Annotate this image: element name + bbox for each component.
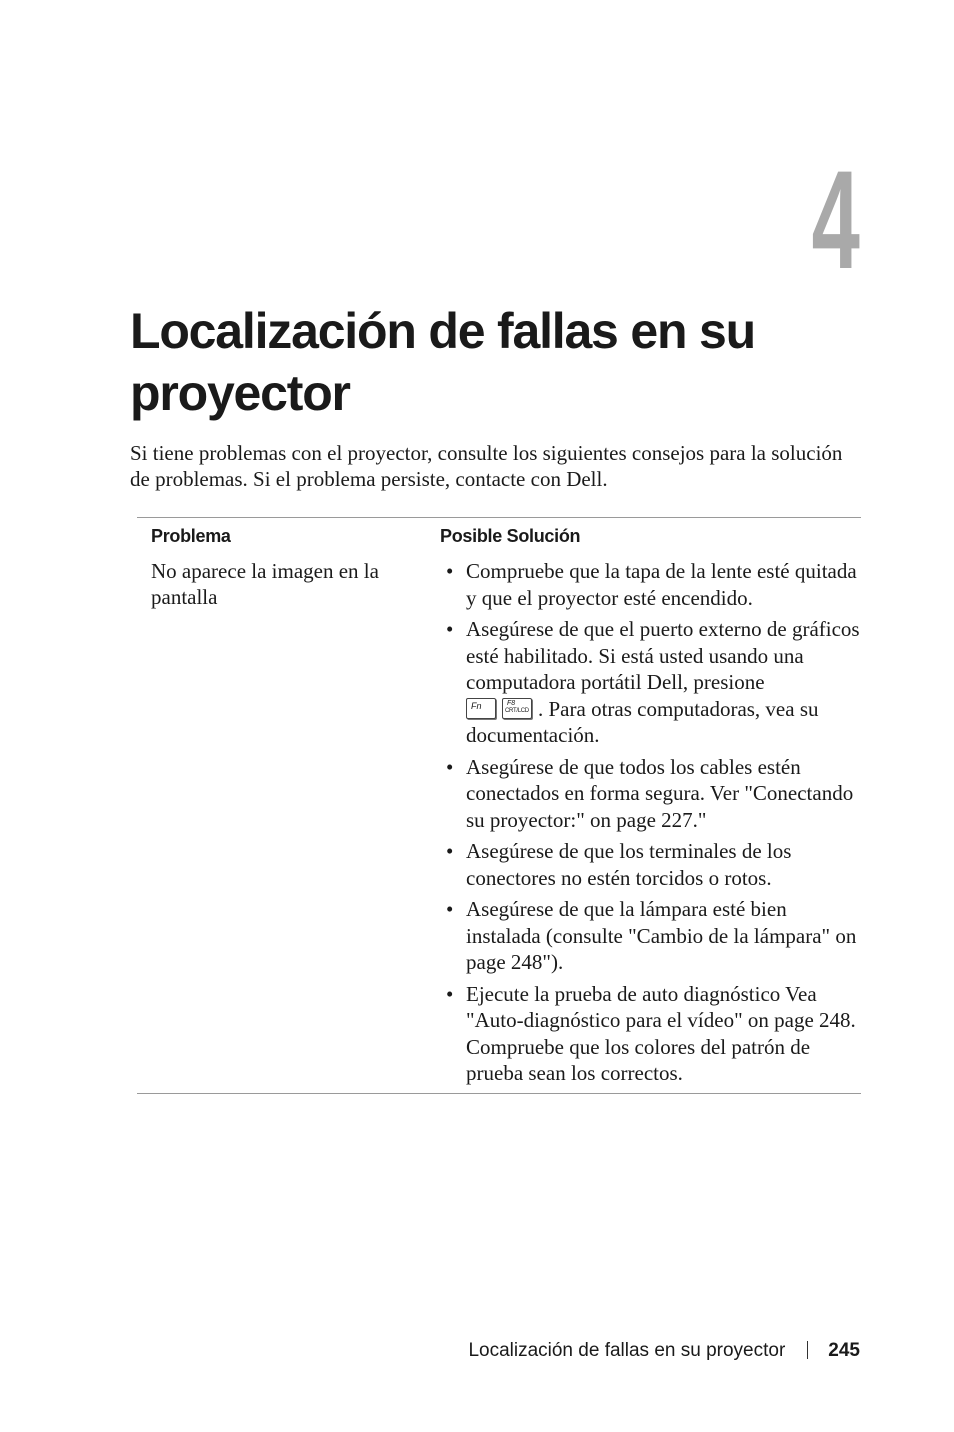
problem-cell: No aparece la imagen en la pantalla: [151, 559, 379, 609]
solution-list: [137, 558, 861, 1087]
crt-lcd-key-label: CRT/LCD: [505, 707, 529, 714]
solution-text: Asegúrese de que todos los cables estén conectados en forma segura. Ver "Conectando su proyector:" on page 227.": [466, 754, 854, 832]
solution-item: [446, 754, 861, 834]
bullet: •: [446, 981, 454, 1006]
troubleshooting-table: [137, 517, 861, 1094]
fn-key-label: Fn: [471, 700, 482, 711]
solution-item: [446, 838, 861, 891]
bullet: •: [446, 754, 454, 779]
solution-item: [446, 558, 861, 611]
fn-key-icon: [466, 698, 496, 719]
table-header: [137, 518, 861, 558]
solution-text: Asegúrese de que el puerto externo de gráficos esté habilitado. Si está usted usando una computadora portátil Dell, presione: [466, 617, 860, 694]
f8-crt-lcd-key-icon: [502, 698, 532, 719]
solution-text: Asegúrese de que los terminales de los conectores no estén torcidos o rotos.: [466, 839, 792, 890]
page-footer: [468, 1338, 860, 1364]
solution-item: [446, 616, 861, 749]
page-title: Localización de fallas en su proyector: [130, 303, 755, 421]
solution-item: [446, 896, 861, 976]
bullet: •: [446, 839, 454, 863]
bullet: •: [446, 559, 454, 583]
solution-item: [446, 981, 861, 1087]
column-header-solution: Posible Solución: [440, 526, 581, 546]
bullet: •: [446, 617, 454, 641]
running-title: Localización de fallas en su proyector: [468, 1340, 786, 1361]
chapter-number: 4: [811, 141, 860, 298]
column-header-problem: Problema: [151, 526, 231, 546]
solution-text: Compruebe que la tapa de la lente esté quitada y que el proyector esté encendido.: [466, 559, 857, 610]
solution-text: Asegúrese de que la lámpara esté bien instalada (consulte "Cambio de la lámpara" on page 248").: [466, 897, 857, 974]
page-number: 245: [828, 1340, 860, 1361]
table-row: [137, 558, 861, 1087]
intro-paragraph: Si tiene problemas con el proyector, consulte los siguientes consejos para la solución de problemas. Si el problema persiste, contacte con Dell.: [130, 441, 843, 491]
bullet: •: [446, 897, 454, 921]
footer-divider: [807, 1341, 808, 1359]
solution-text-continued: . Para otras computadoras, vea su documentación.: [466, 696, 819, 747]
f8-key-label: F8: [507, 699, 516, 707]
solution-text: Ejecute la prueba de auto diagnóstico Vea "Auto-diagnóstico para el vídeo" on page 248. Compruebe que los colores del patrón de prueba sean los correctos.: [466, 981, 856, 1085]
